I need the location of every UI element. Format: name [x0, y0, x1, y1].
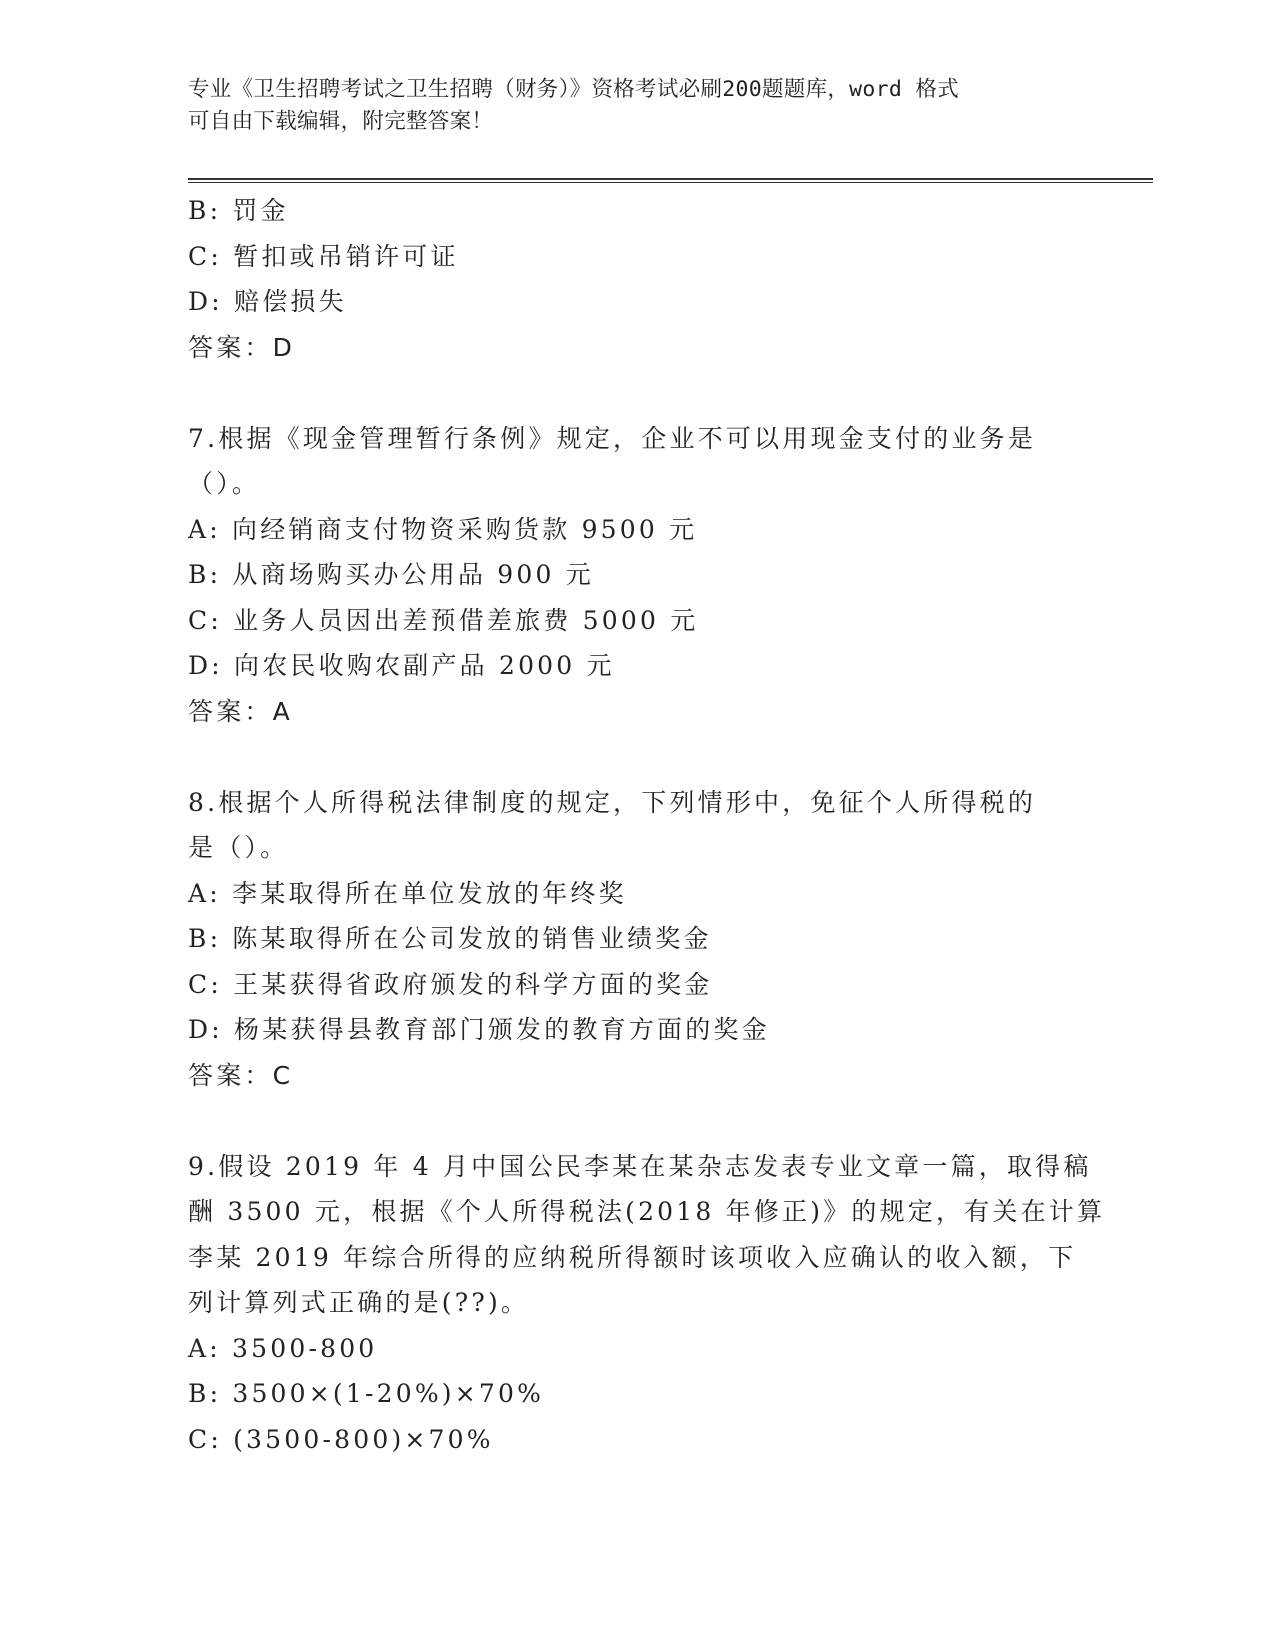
option-c: C: 业务人员因出差预借差旅费 5000 元	[188, 605, 699, 635]
option-b: B: 罚金	[188, 196, 289, 225]
question-7	[188, 416, 1088, 735]
option-a: A: 3500-800	[188, 1333, 378, 1363]
header-divider	[188, 178, 1153, 184]
question-stem-line: 酬 3500 元，根据《个人所得税法(2018 年修正)》的规定，有关在计算	[188, 1197, 1106, 1226]
option-b: B: 3500×(1-20%)×70%	[188, 1379, 545, 1408]
answer-line: 答案：C	[188, 1060, 294, 1090]
option-b: B: 陈某取得所在公司发放的销售业绩奖金	[188, 924, 712, 953]
option-d: D: 向农民收购农副产品 2000 元	[188, 651, 615, 680]
header-line-2: 可自由下载编辑，附完整答案！	[188, 109, 494, 134]
option-a: A: 向经销商支付物资采购货款 9500 元	[188, 514, 698, 544]
question-8	[188, 780, 1088, 1099]
question-stem-line: 7.根据《现金管理暂行条例》规定，企业不可以用现金支付的业务是	[188, 423, 1037, 453]
question-stem-line: 9.假设 2019 年 4 月中国公民李某在某杂志发表专业文章一篇，取得稿	[188, 1151, 1092, 1181]
option-b: B: 从商场购买办公用品 900 元	[188, 560, 594, 589]
page-header	[188, 74, 1068, 138]
question-stem-line: 李某 2019 年综合所得的应纳税所得额时该项收入应确认的收入额，下	[188, 1242, 1077, 1272]
option-c: C: 暂扣或吊销许可证	[188, 241, 459, 271]
question-9	[188, 1144, 1106, 1463]
answer-line: 答案：A	[188, 696, 293, 726]
question-stem-line: 是（）。	[188, 833, 289, 862]
header-line-1: 专业《卫生招聘考试之卫生招聘（财务）》资格考试必刷200题题库，word 格式	[188, 77, 960, 102]
question-stem-line: 列计算列式正确的是(??)。	[188, 1288, 530, 1317]
option-c: C: 王某获得省政府颁发的科学方面的奖金	[188, 969, 713, 999]
option-d: D: 赔偿损失	[188, 287, 347, 316]
question-stem-line: 8.根据个人所得税法律制度的规定，下列情形中，免征个人所得税的	[188, 787, 1037, 817]
previous-question-continuation	[188, 188, 1088, 370]
question-stem-line: （）。	[188, 469, 261, 498]
option-a: A: 李某取得所在单位发放的年终奖	[188, 878, 627, 908]
answer-line: 答案：D	[188, 332, 296, 362]
option-d: D: 杨某获得县教育部门颁发的教育方面的奖金	[188, 1015, 770, 1044]
option-c: C: (3500-800)×70%	[188, 1424, 494, 1454]
document-body	[188, 188, 1106, 1462]
